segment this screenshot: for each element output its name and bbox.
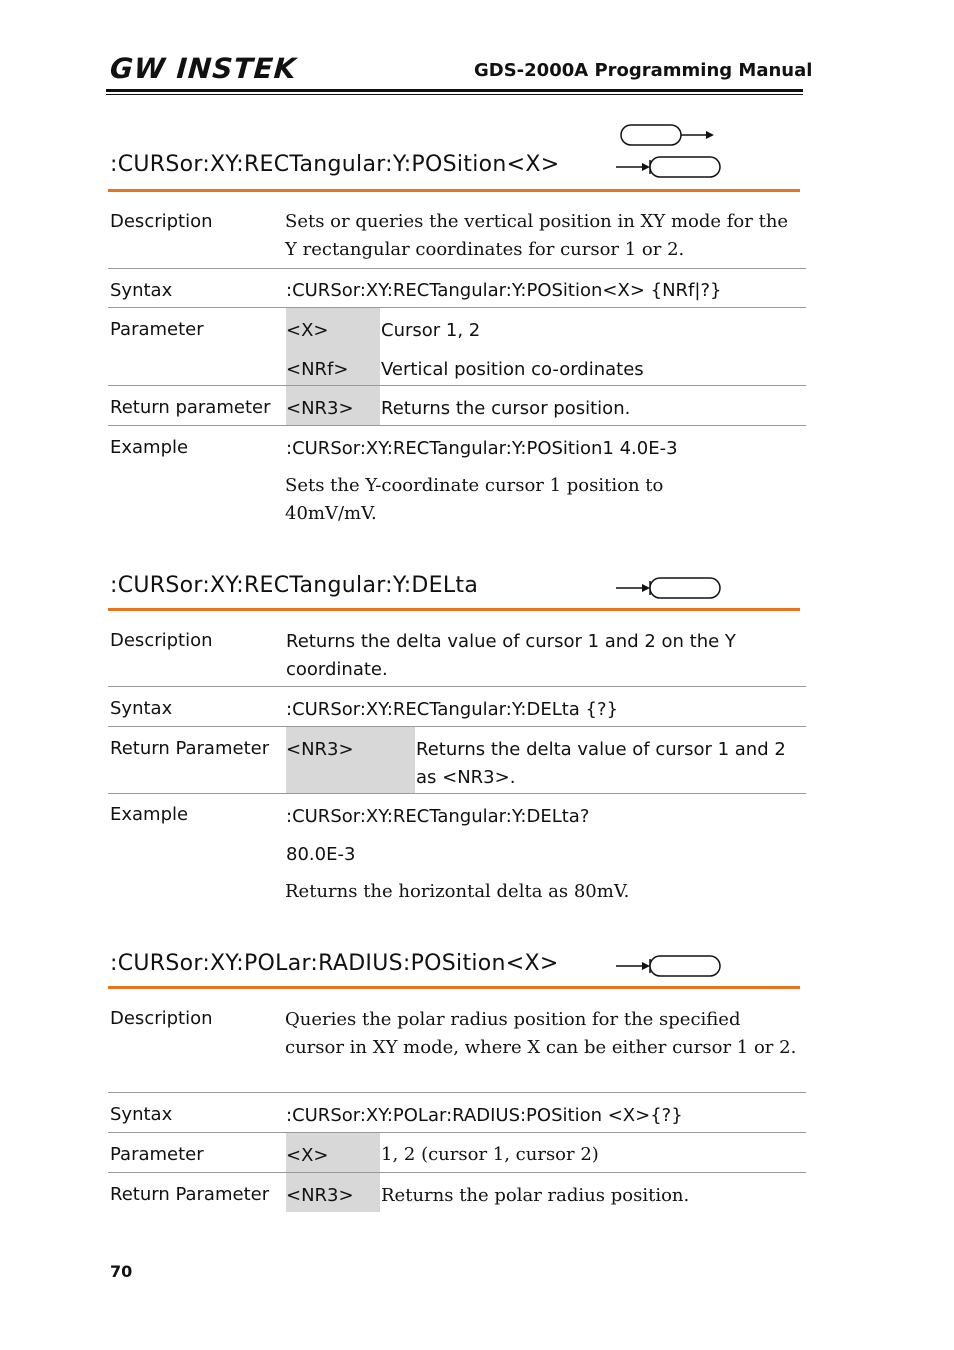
syntax-label: Syntax — [110, 698, 173, 719]
row-divider — [108, 793, 806, 794]
example-note: Returns the horizontal delta as 80mV. — [285, 881, 630, 902]
return-desc: Returns the polar radius position. — [381, 1185, 690, 1206]
return-desc: Returns the cursor position. — [381, 398, 631, 419]
description-label: Description — [110, 211, 213, 232]
header-rule — [106, 89, 803, 92]
description-label: Description — [110, 1008, 213, 1029]
description-text: Returns the delta value of cursor 1 and 2 on the Y coordinate. — [286, 631, 736, 680]
example-note: Sets the Y-coordinate cursor 1 position to 40mV/mV. — [285, 475, 664, 524]
example-command: :CURSor:XY:RECTangular:Y:DELta? — [286, 806, 590, 827]
parameter-label: Parameter — [110, 1144, 204, 1165]
set-pill — [621, 125, 681, 145]
page-number: 70 — [110, 1262, 133, 1281]
syntax-label: Syntax — [110, 280, 173, 301]
param-name: <X> — [286, 320, 329, 341]
query-icon — [612, 944, 722, 984]
return-label: Return parameter — [110, 397, 271, 418]
row-divider — [108, 268, 806, 269]
command-title: :CURSor:XY:RECTangular:Y:DELta — [110, 573, 479, 598]
param-desc: 1, 2 (cursor 1, cursor 2) — [381, 1144, 599, 1165]
row-divider — [108, 1172, 806, 1173]
section-rule — [108, 189, 800, 192]
param-name: <X> — [286, 1145, 329, 1166]
example-command: :CURSor:XY:RECTangular:Y:POSition1 4.0E-3 — [286, 438, 678, 459]
command-title: :CURSor:XY:POLar:RADIUS:POSition<X> — [110, 951, 559, 976]
row-divider — [108, 686, 806, 687]
description-text: Queries the polar radius position for the specified cursor in XY mode, where X can be either cursor 1 or 2. — [285, 1009, 797, 1058]
description-label: Description — [110, 630, 213, 651]
manual-title: GDS-2000A Programming Manual — [474, 60, 813, 81]
example-result: 80.0E-3 — [286, 844, 356, 865]
row-divider — [108, 425, 806, 426]
description-text: Sets or queries the vertical position in XY mode for the Y rectangular coordinates for cursor 1 or 2. — [285, 211, 789, 260]
param-desc: Vertical position co-ordinates — [381, 359, 644, 380]
section-rule — [108, 986, 800, 989]
row-divider — [108, 385, 806, 386]
return-label: Return Parameter — [110, 738, 270, 759]
return-name: <NR3> — [286, 739, 354, 760]
return-name: <NR3> — [286, 1185, 354, 1206]
syntax-text: :CURSor:XY:RECTangular:Y:POSition<X> {NRf|?} — [286, 280, 722, 301]
syntax-label: Syntax — [110, 1104, 173, 1125]
query-pill — [650, 157, 720, 177]
param-desc: Cursor 1, 2 — [381, 320, 481, 341]
return-desc: Returns the delta value of cursor 1 and 2 as <NR3>. — [416, 739, 786, 788]
return-label: Return Parameter — [110, 1184, 270, 1205]
command-title: :CURSor:XY:RECTangular:Y:POSition<X> — [110, 152, 560, 177]
row-divider — [108, 1132, 806, 1133]
syntax-text: :CURSor:XY:POLar:RADIUS:POSition <X>{?} — [286, 1105, 683, 1126]
syntax-text: :CURSor:XY:RECTangular:Y:DELta {?} — [286, 699, 619, 720]
set-query-icon — [612, 122, 722, 182]
brand-logo: GW INSTEK — [108, 52, 298, 85]
query-icon — [612, 566, 722, 606]
row-divider — [108, 307, 806, 308]
return-name: <NR3> — [286, 398, 354, 419]
parameter-label: Parameter — [110, 319, 204, 340]
header-rule-thin — [106, 94, 803, 95]
row-divider — [108, 1092, 806, 1093]
example-label: Example — [110, 804, 189, 825]
row-divider — [108, 726, 806, 727]
param-name: <NRf> — [286, 359, 349, 380]
example-label: Example — [110, 437, 189, 458]
section-rule — [108, 608, 800, 611]
